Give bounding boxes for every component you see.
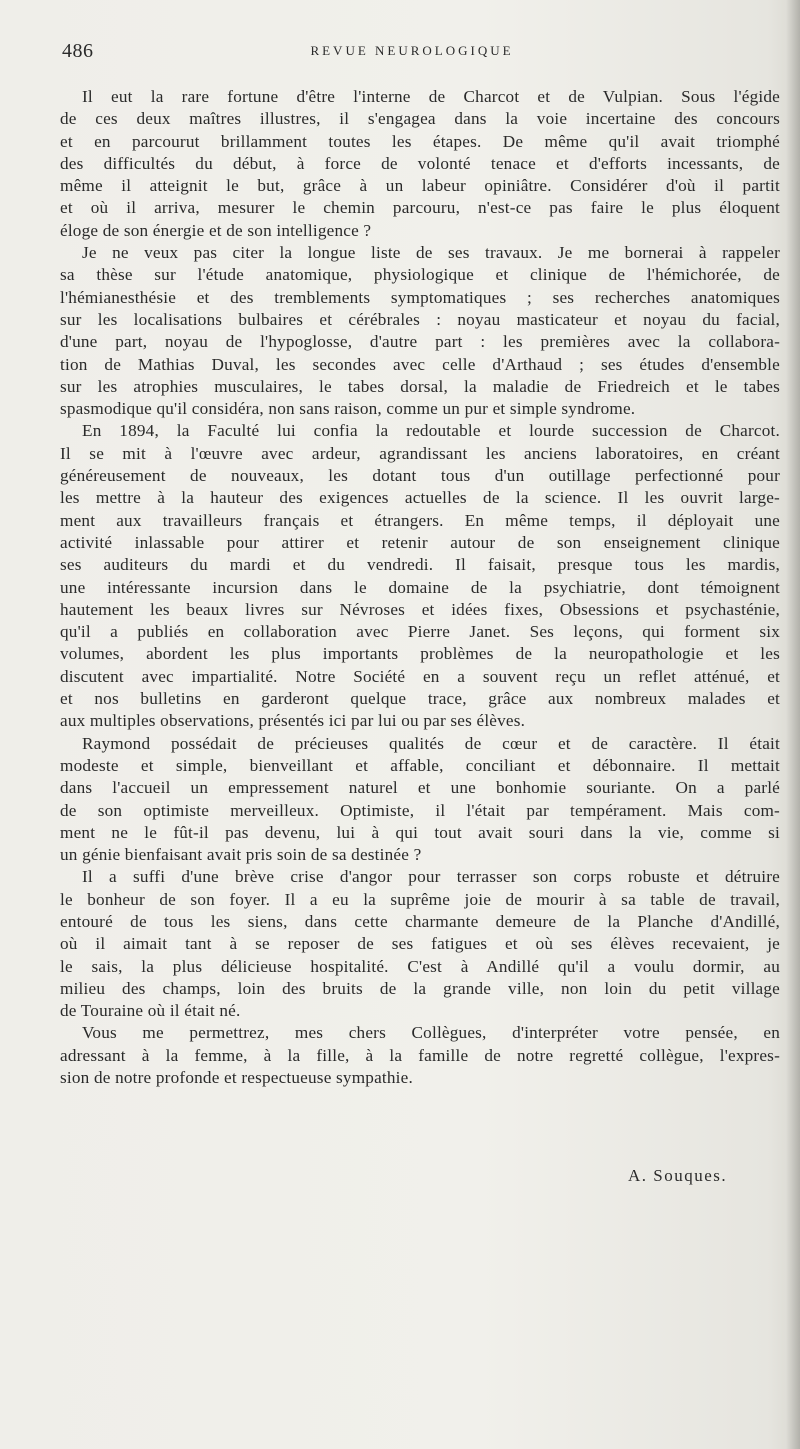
text-line: ment aux travailleurs français et étrangers. En même temps, il déployait une [60, 510, 780, 530]
paragraph [60, 1022, 780, 1089]
text-line: En 1894, la Faculté lui confia la redoutable et lourde succession de Charcot. [82, 421, 780, 441]
text-line: un génie bienfaisant avait pris soin de sa destinée ? [60, 845, 422, 865]
text-line: sion de notre profonde et respectueuse sympathie. [60, 1068, 413, 1088]
text-line: le sais, la plus délicieuse hospitalité. C'est à Andillé qu'il a voulu dormir, au [60, 956, 780, 976]
text-line: de Touraine où il était né. [60, 1001, 241, 1021]
text-line: Il se mit à l'œuvre avec ardeur, agrandissant les anciens laboratoires, en créant [60, 443, 780, 463]
text-line: tion de Mathias Duval, les secondes avec celle d'Arthaud ; ses études d'ensemble [60, 354, 780, 374]
text-line: même il atteignit le but, grâce à un labeur opiniâtre. Considérer d'où il partit [60, 176, 780, 196]
text-line: éloge de son énergie et de son intelligence ? [60, 220, 372, 240]
running-title: REVUE NEUROLOGIQUE [310, 43, 514, 58]
text-line: et où il arriva, mesurer le chemin parcouru, n'est-ce pas faire le plus éloquent [60, 198, 780, 218]
signature: A. Souques. [628, 1166, 728, 1185]
text-line: où il aimait tant à se reposer de ses fatigues et où ses élèves recevaient, je [60, 934, 780, 954]
text-line: généreusement de nouveaux, les dotant tous d'un outillage perfectionné pour [60, 466, 780, 486]
text-line: Il a suffi d'une brève crise d'angor pour terrasser son corps robuste et détruire [82, 867, 780, 887]
text-line: ses auditeurs du mardi et du vendredi. Il faisait, presque tous les mardis, [60, 555, 780, 575]
text-line: le bonheur de son foyer. Il a eu la suprême joie de mourir à sa table de travail, [60, 889, 780, 909]
text-line: de son optimiste merveilleux. Optimiste, il l'était par tempérament. Mais com- [60, 800, 780, 820]
paragraph [60, 242, 780, 420]
text-line: aux multiples observations, présentés ici par lui ou par ses élèves. [60, 711, 526, 731]
text-line: hautement les beaux livres sur Névroses et idées fixes, Obsessions et psychasténie, [60, 599, 780, 619]
text-line: Je ne veux pas citer la longue liste de ses travaux. Je me bornerai à rappeler [82, 243, 780, 263]
paragraph [60, 420, 780, 732]
body-text [60, 86, 780, 1089]
text-line: Vous me permettrez, mes chers Collègues, d'interpréter votre pensée, en [82, 1023, 780, 1043]
page-header [62, 40, 762, 64]
text-line: entouré de tous les siens, dans cette charmante demeure de la Planche d'Andillé, [60, 911, 780, 931]
text-line: volumes, abordent les plus importants problèmes de la neuropathologie et les [60, 644, 780, 664]
text-line: d'une part, noyau de l'hypoglosse, d'autre part : les premières avec la collabora- [60, 332, 780, 352]
text-line: discutent avec impartialité. Notre Société en a souvent reçu un reflet atténué, et [60, 666, 780, 686]
page-edge-shadow [786, 0, 800, 1449]
page-number: 486 [62, 40, 94, 62]
text-line: spasmodique qu'il considéra, non sans raison, comme un pur et simple syndrome. [60, 399, 636, 419]
text-line: adressant à la femme, à la fille, à la famille de notre regretté collègue, l'expres- [60, 1045, 780, 1065]
text-line: milieu des champs, loin des bruits de la grande ville, non loin du petit village [60, 978, 780, 998]
text-line: qu'il a publiés en collaboration avec Pierre Janet. Ses leçons, qui forment six [60, 622, 780, 642]
text-line: et en parcourut brillamment toutes les étapes. De même qu'il avait triomphé [60, 131, 780, 151]
paragraph [60, 866, 780, 1022]
text-line: Raymond possédait de précieuses qualités de cœur et de caractère. Il était [82, 733, 780, 753]
text-line: les mettre à la hauteur des exigences actuelles de la science. Il les ouvrit large- [60, 488, 780, 508]
text-line: sur les localisations bulbaires et cérébrales : noyau masticateur et noyau du facial, [60, 309, 780, 329]
text-line: sur les atrophies musculaires, le tabes dorsal, la maladie de Friedreich et le tabes [60, 376, 780, 396]
text-line: sa thèse sur l'étude anatomique, physiologique et clinique de l'hémichorée, de [60, 265, 780, 285]
text-line: l'hémianesthésie et des tremblements symptomatiques ; ses recherches anatomiques [60, 287, 780, 307]
text-line: modeste et simple, bienveillant et affable, conciliant et débonnaire. Il mettait [60, 755, 780, 775]
text-line: une intéressante incursion dans le domaine de la psychiatrie, dont témoignent [60, 577, 780, 597]
paragraph [60, 86, 780, 242]
text-line: des difficultés du début, à force de volonté tenace et d'efforts incessants, de [60, 153, 780, 173]
text-line: et nos bulletins en garderont quelque trace, grâce aux nombreux malades et [60, 689, 780, 709]
text-line: Il eut la rare fortune d'être l'interne de Charcot et de Vulpian. Sous l'égide [82, 87, 780, 106]
text-line: ment ne le fût-il pas devenu, lui à qui tout avait souri dans la vie, comme si [60, 822, 780, 842]
paragraph [60, 733, 780, 867]
text-line: activité inlassable pour attirer et retenir autour de son enseignement clinique [60, 532, 780, 552]
text-line: dans l'accueil un empressement naturel et une bonhomie souriante. On a parlé [60, 778, 780, 798]
text-line: de ces deux maîtres illustres, il s'engagea dans la voie incertaine des concours [60, 109, 780, 129]
